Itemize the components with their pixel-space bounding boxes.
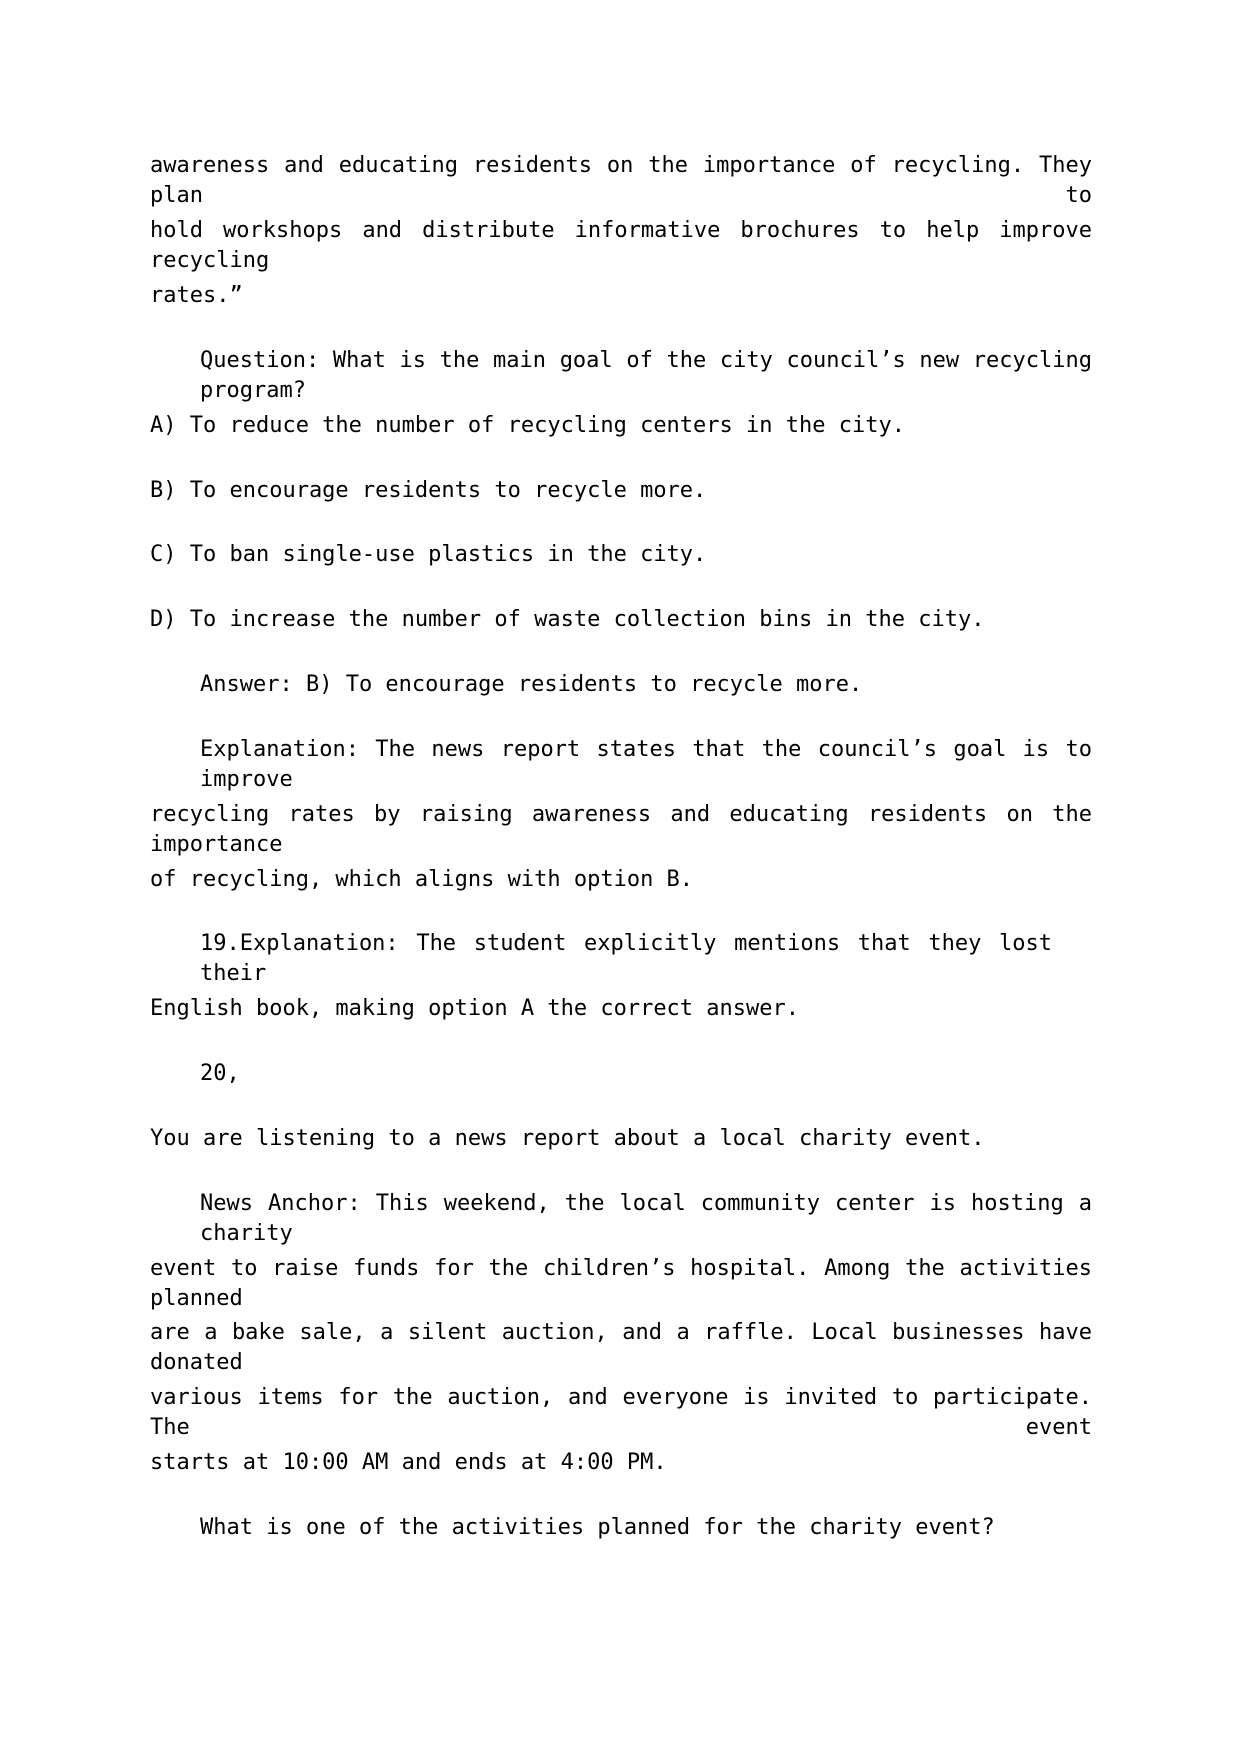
explanation-line: Explanation: The news report states that the council’s goal is to improve bbox=[200, 737, 1092, 792]
option-d: D) To increase the number of waste collection bins in the city. bbox=[150, 607, 985, 632]
paragraph-line: awareness and educating residents on the importance of recycling. They plan to bbox=[150, 153, 1092, 208]
news-anchor-line: event to raise funds for the children’s hospital. Among the activities planned bbox=[150, 1256, 1092, 1311]
explanation-line: of recycling, which aligns with option B. bbox=[150, 867, 694, 892]
news-anchor-line: are a bake sale, a silent auction, and a raffle. Local businesses have donated bbox=[150, 1320, 1092, 1375]
explanation-19-line: English book, making option A the correct answer. bbox=[150, 996, 800, 1021]
news-anchor-line: various items for the auction, and everyone is invited to participate. The event bbox=[150, 1385, 1092, 1440]
news-anchor-line: starts at 10:00 AM and ends at 4:00 PM. bbox=[150, 1450, 667, 1475]
option-a: A) To reduce the number of recycling centers in the city. bbox=[150, 413, 905, 438]
question-prompt: You are listening to a news report about a local charity event. bbox=[150, 1126, 985, 1151]
explanation-line: recycling rates by raising awareness and educating residents on the importance bbox=[150, 802, 1092, 857]
explanation-19-line: 19.Explanation: The student explicitly mentions that they lost their bbox=[200, 931, 1052, 986]
question-text: Question: What is the main goal of the city council’s new recycling program? bbox=[200, 348, 1092, 403]
question-text: What is one of the activities planned for the charity event? bbox=[200, 1515, 995, 1540]
news-anchor-line: News Anchor: This weekend, the local community center is hosting a charity bbox=[200, 1191, 1092, 1246]
paragraph-line: hold workshops and distribute informative brochures to help improve recycling bbox=[150, 218, 1092, 273]
option-b: B) To encourage residents to recycle more. bbox=[150, 478, 707, 503]
option-c: C) To ban single-use plastics in the city. bbox=[150, 542, 707, 567]
question-number: 20, bbox=[200, 1061, 240, 1086]
paragraph-line: rates.” bbox=[150, 283, 243, 308]
answer-text: Answer: B) To encourage residents to recycle more. bbox=[200, 672, 863, 697]
